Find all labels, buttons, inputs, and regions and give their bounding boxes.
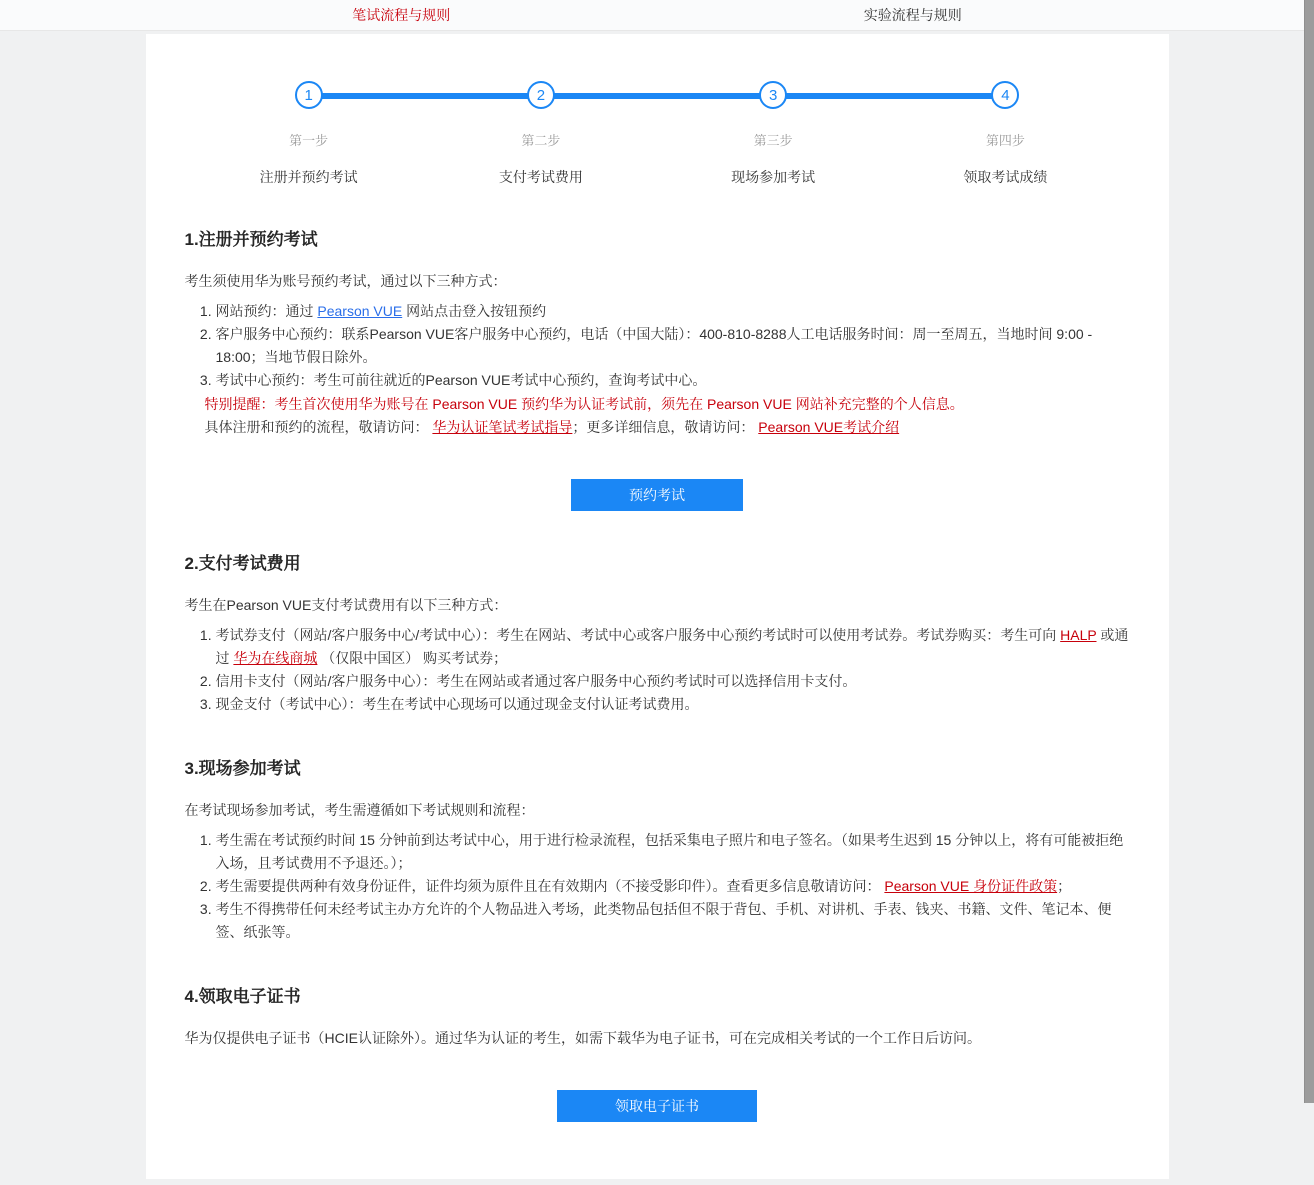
list-item [216, 898, 1130, 944]
section-heading: 4.领取电子证书 [184, 987, 301, 1006]
section-list [185, 624, 1130, 716]
warning-text: 特别提醒：考生首次使用华为账号在 Pearson VUE 预约华为认证考试前，须先在 Pearson VUE 网站补充完整的个人信息。 [204, 396, 964, 412]
list-item [216, 369, 1130, 392]
text-segment: 或通过 [215, 627, 1129, 666]
section-intro [185, 594, 1130, 617]
step-name: 现场参加考试 [731, 169, 816, 185]
section-intro [185, 270, 1130, 293]
section-intro [185, 799, 1130, 822]
text-segment: 考生在Pearson VUE支付考试费用有以下三种方式： [184, 597, 508, 613]
huawei-online-store-link[interactable]: 华为在线商城 [233, 650, 318, 666]
section-payment [185, 549, 1130, 716]
step-name: 支付考试费用 [498, 169, 583, 185]
text-segment: 考试券支付（网站/客户服务中心/考试中心）：考生在网站、考试中心或客户服务中心预约考试时可以使用考试券。考试券购买：考生可向 [215, 627, 1061, 643]
text-segment: 考生需在考试预约时间 15 分钟前到达考试中心，用于进行检录流程，包括采集电子照片和电子签名。（如果考生迟到 15 分钟以上，将有可能被拒绝入场，且考试费用不予退还。）； [215, 832, 1124, 871]
list-item [216, 693, 1130, 716]
text-segment: ；更多详细信息，敬请访问： [572, 419, 759, 435]
text-segment: （仅限中国区） 购买考试券； [317, 650, 508, 666]
page-background [0, 31, 1314, 1185]
text-segment: 考试中心预约：考生可前往就近的Pearson VUE考试中心预约，查询考试中心。 [215, 372, 707, 388]
text-segment: 现金支付（考试中心）：考生在考试中心现场可以通过现金支付认证考试费用。 [215, 696, 699, 712]
list-item [216, 300, 1130, 323]
book-exam-button[interactable]: 预约考试 [571, 479, 743, 511]
tab-written-exam-process[interactable]: 笔试流程与规则 [352, 7, 451, 23]
list-item [216, 323, 1130, 369]
note-line [205, 393, 1130, 416]
section-intro [185, 1027, 1130, 1050]
section-register [185, 225, 1130, 511]
section-list [185, 300, 1130, 392]
step-label: 第一步 [289, 133, 329, 148]
step-name: 领取考试成绩 [963, 169, 1048, 185]
text-segment: 在考试现场参加考试，考生需遵循如下考试规则和流程： [184, 802, 535, 818]
section-heading: 3.现场参加考试 [184, 759, 301, 778]
text-segment: 华为仅提供电子证书（HCIE认证除外）。通过华为认证的考生，如需下载华为电子证书，可在完成相关考试的一个工作日后访问。 [184, 1030, 981, 1046]
section-certificate [185, 982, 1130, 1122]
text-segment: 网站点击登入按钮预约 [402, 303, 547, 319]
written-exam-guide-link[interactable]: 华为认证笔试考试指导 [432, 419, 573, 435]
button-row [185, 479, 1130, 511]
special-note [205, 393, 1130, 439]
button-row [185, 1090, 1130, 1122]
section-heading: 2.支付考试费用 [184, 554, 301, 573]
step-circle-3: 3 [759, 81, 787, 109]
pearson-vue-exam-intro-link[interactable]: Pearson VUE考试介绍 [758, 419, 900, 435]
step-1 [193, 81, 425, 187]
pearson-vue-id-policy-link[interactable]: Pearson VUE 身份证件政策 [884, 878, 1058, 894]
step-2 [425, 81, 657, 187]
section-list [185, 829, 1130, 944]
text-segment: 网站预约：通过 [215, 303, 318, 319]
list-item [216, 829, 1130, 875]
text-segment: 信用卡支付（网站/客户服务中心）：考生在网站或者通过客户服务中心预约考试时可以选择信用卡支付。 [215, 673, 857, 689]
list-item [216, 875, 1130, 898]
step-label: 第二步 [521, 133, 561, 148]
exam-process-stepper [193, 34, 1122, 187]
text-segment: 具体注册和预约的流程，敬请访问： [204, 419, 433, 435]
step-label: 第三步 [753, 133, 793, 148]
list-item [216, 670, 1130, 693]
vertical-scrollbar[interactable] [1304, 0, 1314, 1103]
note-line [205, 416, 1130, 439]
text-segment: 客户服务中心预约：联系Pearson VUE客户服务中心预约，电话（中国大陆）：400-810-8288人工电话服务时间：周一至周五，当地时间 9:00 - 18:00；当地节假日除外。 [215, 326, 1093, 365]
text-segment: 考生不得携带任何未经考试主办方允许的个人物品进入考场，此类物品包括但不限于背包、手机、对讲机、手表、钱夹、书籍、文件、笔记本、便签、纸张等。 [215, 901, 1112, 940]
step-circle-1: 1 [295, 81, 323, 109]
tab-lab-exam-process[interactable]: 实验流程与规则 [863, 7, 962, 23]
list-item [216, 624, 1130, 670]
step-name: 注册并预约考试 [259, 169, 358, 185]
pearson-vue-link[interactable]: Pearson VUE [317, 303, 403, 319]
top-tab-bar [0, 0, 1314, 31]
text-segment: 考生需要提供两种有效身份证件，证件均须为原件且在有效期内（不接受影印件）。查看更多信息敬请访问： [215, 878, 885, 894]
halp-link[interactable]: HALP [1060, 627, 1097, 643]
content-card [146, 34, 1169, 1179]
step-circle-2: 2 [527, 81, 555, 109]
step-circle-4: 4 [991, 81, 1019, 109]
text-segment: ； [1057, 878, 1072, 894]
get-e-cert-button[interactable]: 领取电子证书 [557, 1090, 757, 1122]
step-4 [889, 81, 1121, 187]
step-label: 第四步 [985, 133, 1025, 148]
section-onsite [185, 754, 1130, 944]
section-heading: 1.注册并预约考试 [184, 230, 318, 249]
step-3 [657, 81, 889, 187]
text-segment: 考生须使用华为账号预约考试，通过以下三种方式： [184, 273, 507, 289]
